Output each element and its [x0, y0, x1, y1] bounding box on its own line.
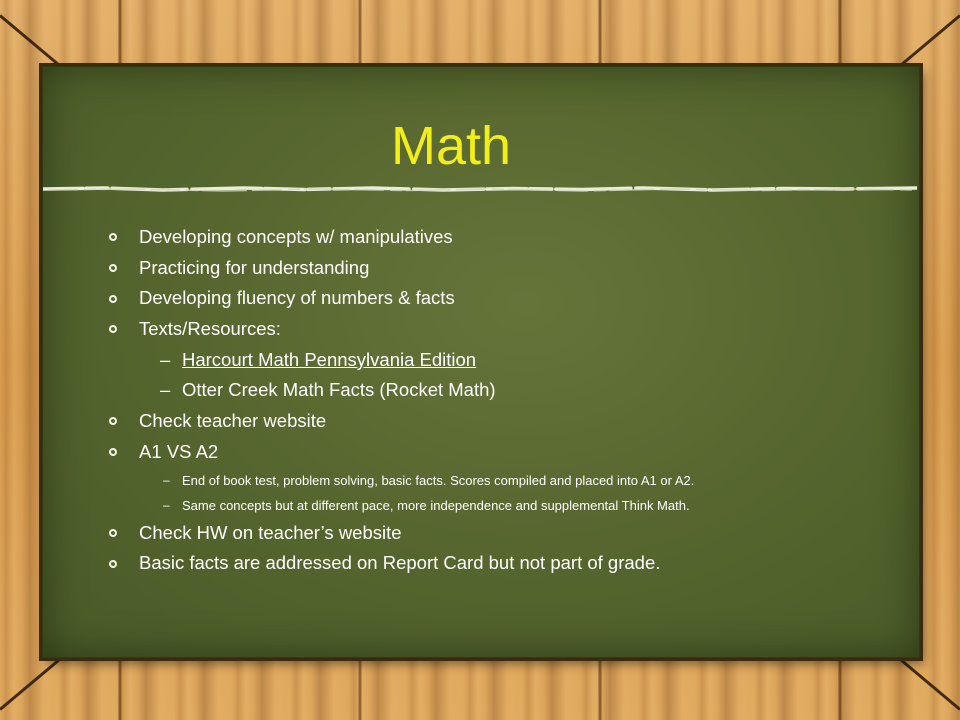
chalk-bullet-icon: [108, 263, 118, 273]
sub-bullet-item: [109, 468, 899, 493]
chalkboard: [42, 66, 920, 658]
bullet-text: A1 VS A2: [139, 440, 219, 462]
chalk-bullet-icon: [108, 294, 118, 304]
sub-bullet-item: [109, 375, 899, 406]
bullet-text: Developing concepts w/ manipulatives: [139, 226, 453, 247]
bullet-item: [109, 314, 899, 345]
chalk-bullet-icon: [108, 558, 118, 568]
sub-bullet-item: [109, 345, 899, 376]
bullet-item: [109, 283, 899, 314]
dash-marker: –: [160, 348, 171, 370]
chalk-divider-line: [43, 185, 917, 193]
frame-corner-bottom-right: [890, 651, 960, 711]
dash-marker: –: [160, 379, 171, 401]
chalk-bullet-icon: [108, 232, 118, 242]
bullet-text: Texts/Resources:: [139, 318, 281, 340]
frame-corner-bottom-left: [0, 651, 70, 711]
bullet-item: [109, 548, 899, 579]
chalk-bullet-icon: [108, 324, 118, 334]
resource-link[interactable]: Harcourt Math Pennsylvania Edition: [182, 348, 477, 370]
bullet-item: [109, 437, 899, 468]
bullet-item: [109, 222, 899, 253]
bullet-text: Practicing for understanding: [139, 256, 370, 278]
bullet-text: Basic facts are addressed on Report Card but not part of grade.: [139, 552, 661, 574]
bullet-text: Same concepts but at different pace, more independence and supplemental Think Math.: [182, 497, 690, 513]
bullet-text: End of book test, problem solving, basic facts. Scores compiled and placed into A1 or A2.: [182, 472, 695, 488]
sub-bullet-item: [109, 493, 899, 518]
bullet-text: Check HW on teacher’s website: [139, 521, 402, 543]
dash-marker: –: [163, 472, 170, 487]
dash-marker: –: [163, 497, 170, 512]
bullet-text: Otter Creek Math Facts (Rocket Math): [182, 379, 496, 401]
chalk-bullet-icon: [108, 528, 118, 538]
bullet-list: [109, 222, 899, 579]
bullet-text: Check teacher website: [139, 410, 327, 432]
bullet-item: [109, 406, 899, 437]
bullet-text: Developing fluency of numbers & facts: [139, 287, 455, 309]
bullet-item: [109, 253, 899, 284]
slide-title: Math: [390, 116, 512, 176]
bullet-item: [109, 518, 899, 549]
chalk-bullet-icon: [108, 416, 118, 426]
chalk-bullet-icon: [108, 447, 118, 457]
